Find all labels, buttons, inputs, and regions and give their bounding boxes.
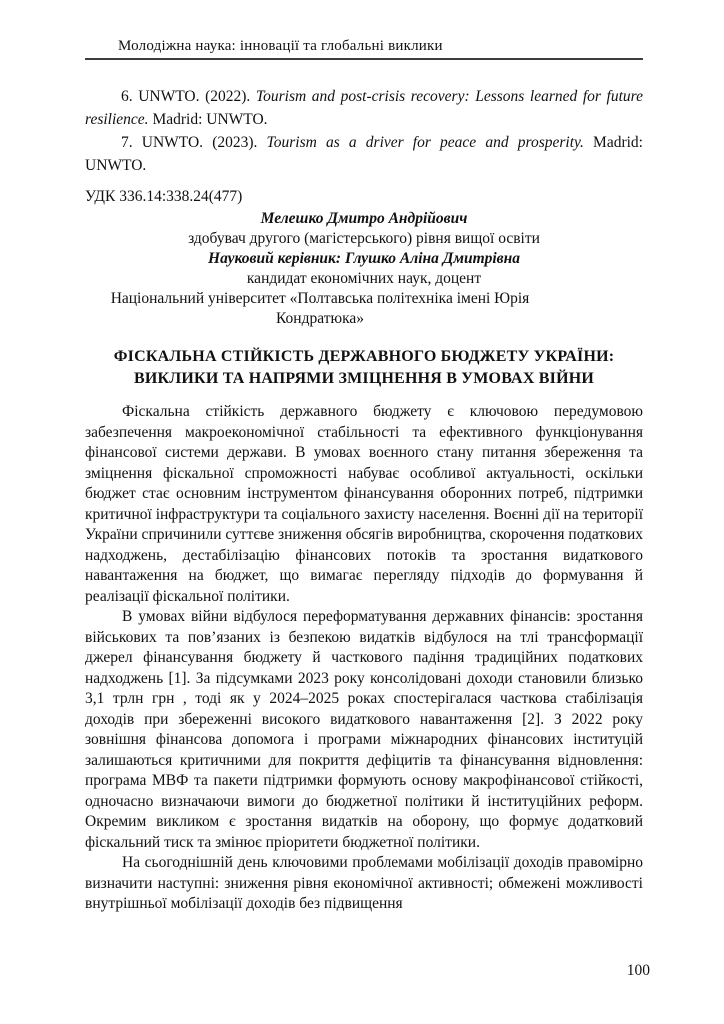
article-title: ФІСКАЛЬНА СТІЙКІСТЬ ДЕРЖАВНОГО БЮДЖЕТУ УКРАЇНИ: ВИКЛИКИ ТА НАПРЯМИ ЗМІЦНЕННЯ В УМОВАХ ВІЙНИ bbox=[113, 348, 615, 387]
header-rule-divider bbox=[85, 58, 643, 60]
page-number: 100 bbox=[626, 962, 650, 979]
reference-item bbox=[85, 131, 643, 177]
body-paragraph: Фіскальна стійкість державного бюджету є ключовою передумовою забезпечення макроекономічної стабільності та ефективного функціонування фінансової системи держави. В умовах воєнного стану питання збереження та зміцнення фіскальної спроможності набуває особливої актуальності, оскільки бюджет стає основним інструментом фінансування оборонних потреб, підтримки критичної інфраструктури та соціального захисту населення. Воєнні дії на території України спричинили суттєве зниження обсягів виробництва, скорочення податкових надходжень, дестабілізацію фінансових потоків та зростання видаткового навантаження на бюджет, що вимагає перегляду підходів до формування й реалізації фіскальної політики. bbox=[85, 403, 643, 605]
article-body bbox=[85, 402, 643, 915]
body-paragraph: В умовах війни відбулося переформатування державних фінансів: зростання військових та пов’язаних із безпекою видатків відбулося на тлі трансформації джерел фінансування бюджету й часткового падіння традиційних податкових надходжень [1]. За підсумками 2023 року консолідовані доходи становили близько 3,1 трлн грн , тоді як у 2024–2025 роках спостерігалася часткова стабілізація доходів при збереженні високого видаткового навантаження [2]. З 2022 року зовнішня фінансова допомога і програми міжнародних фінансових інституцій залишаються критичними для покриття дефіцитів та фінансування відновлення: програма МВФ та пакети підтримки формують основу макрофінансової стійкості, одночасно визначаючи вимоги до бюджетної політики й інституційних реформ. Окремим викликом є зростання видатків на оборону, що формує додатковий фіскальний тиск та змінює пріоритети бюджетної політики. bbox=[85, 608, 643, 851]
author-block bbox=[85, 209, 643, 329]
udc-code: УДК 336.14:338.24(477) bbox=[85, 188, 243, 205]
reference-publisher: Madrid: UNWTO. bbox=[148, 111, 268, 128]
reference-citation-prefix: 7. UNWTO. (2023). bbox=[121, 134, 267, 151]
reference-publisher: Madrid: UNWTO. bbox=[85, 134, 643, 174]
running-header: Молодіжна наука: інновації та глобальні виклики bbox=[118, 38, 443, 54]
body-paragraph: На сьогоднішній день ключовими проблемами мобілізації доходів правомірно визначити наступні: зниження рівня економічної активності; обмежені можливості внутрішньої мобілізації доходів без підвищення bbox=[85, 854, 643, 912]
page-content bbox=[85, 37, 643, 915]
author-degree: здобувач другого (магістерського) рівня вищої освіти bbox=[188, 230, 540, 247]
supervisor-name: Науковий керівник: Глушко Аліна Дмитрівна bbox=[208, 250, 520, 267]
author-name: Мелешко Дмитро Андрійович bbox=[260, 210, 468, 227]
supervisor-degree: кандидат економічних наук, доцент bbox=[246, 270, 482, 287]
reference-title: Tourism as a driver for peace and prosperity. bbox=[266, 134, 584, 151]
reference-item bbox=[85, 85, 643, 131]
references-list bbox=[85, 85, 643, 177]
reference-citation-prefix: 6. UNWTO. (2022). bbox=[121, 88, 256, 105]
reference-title: Tourism and post-crisis recovery: Lessons learned for future resilience. bbox=[85, 88, 643, 128]
affiliation: Національний університет «Полтавська політехніка імені Юрія Кондратюка» bbox=[110, 290, 530, 327]
